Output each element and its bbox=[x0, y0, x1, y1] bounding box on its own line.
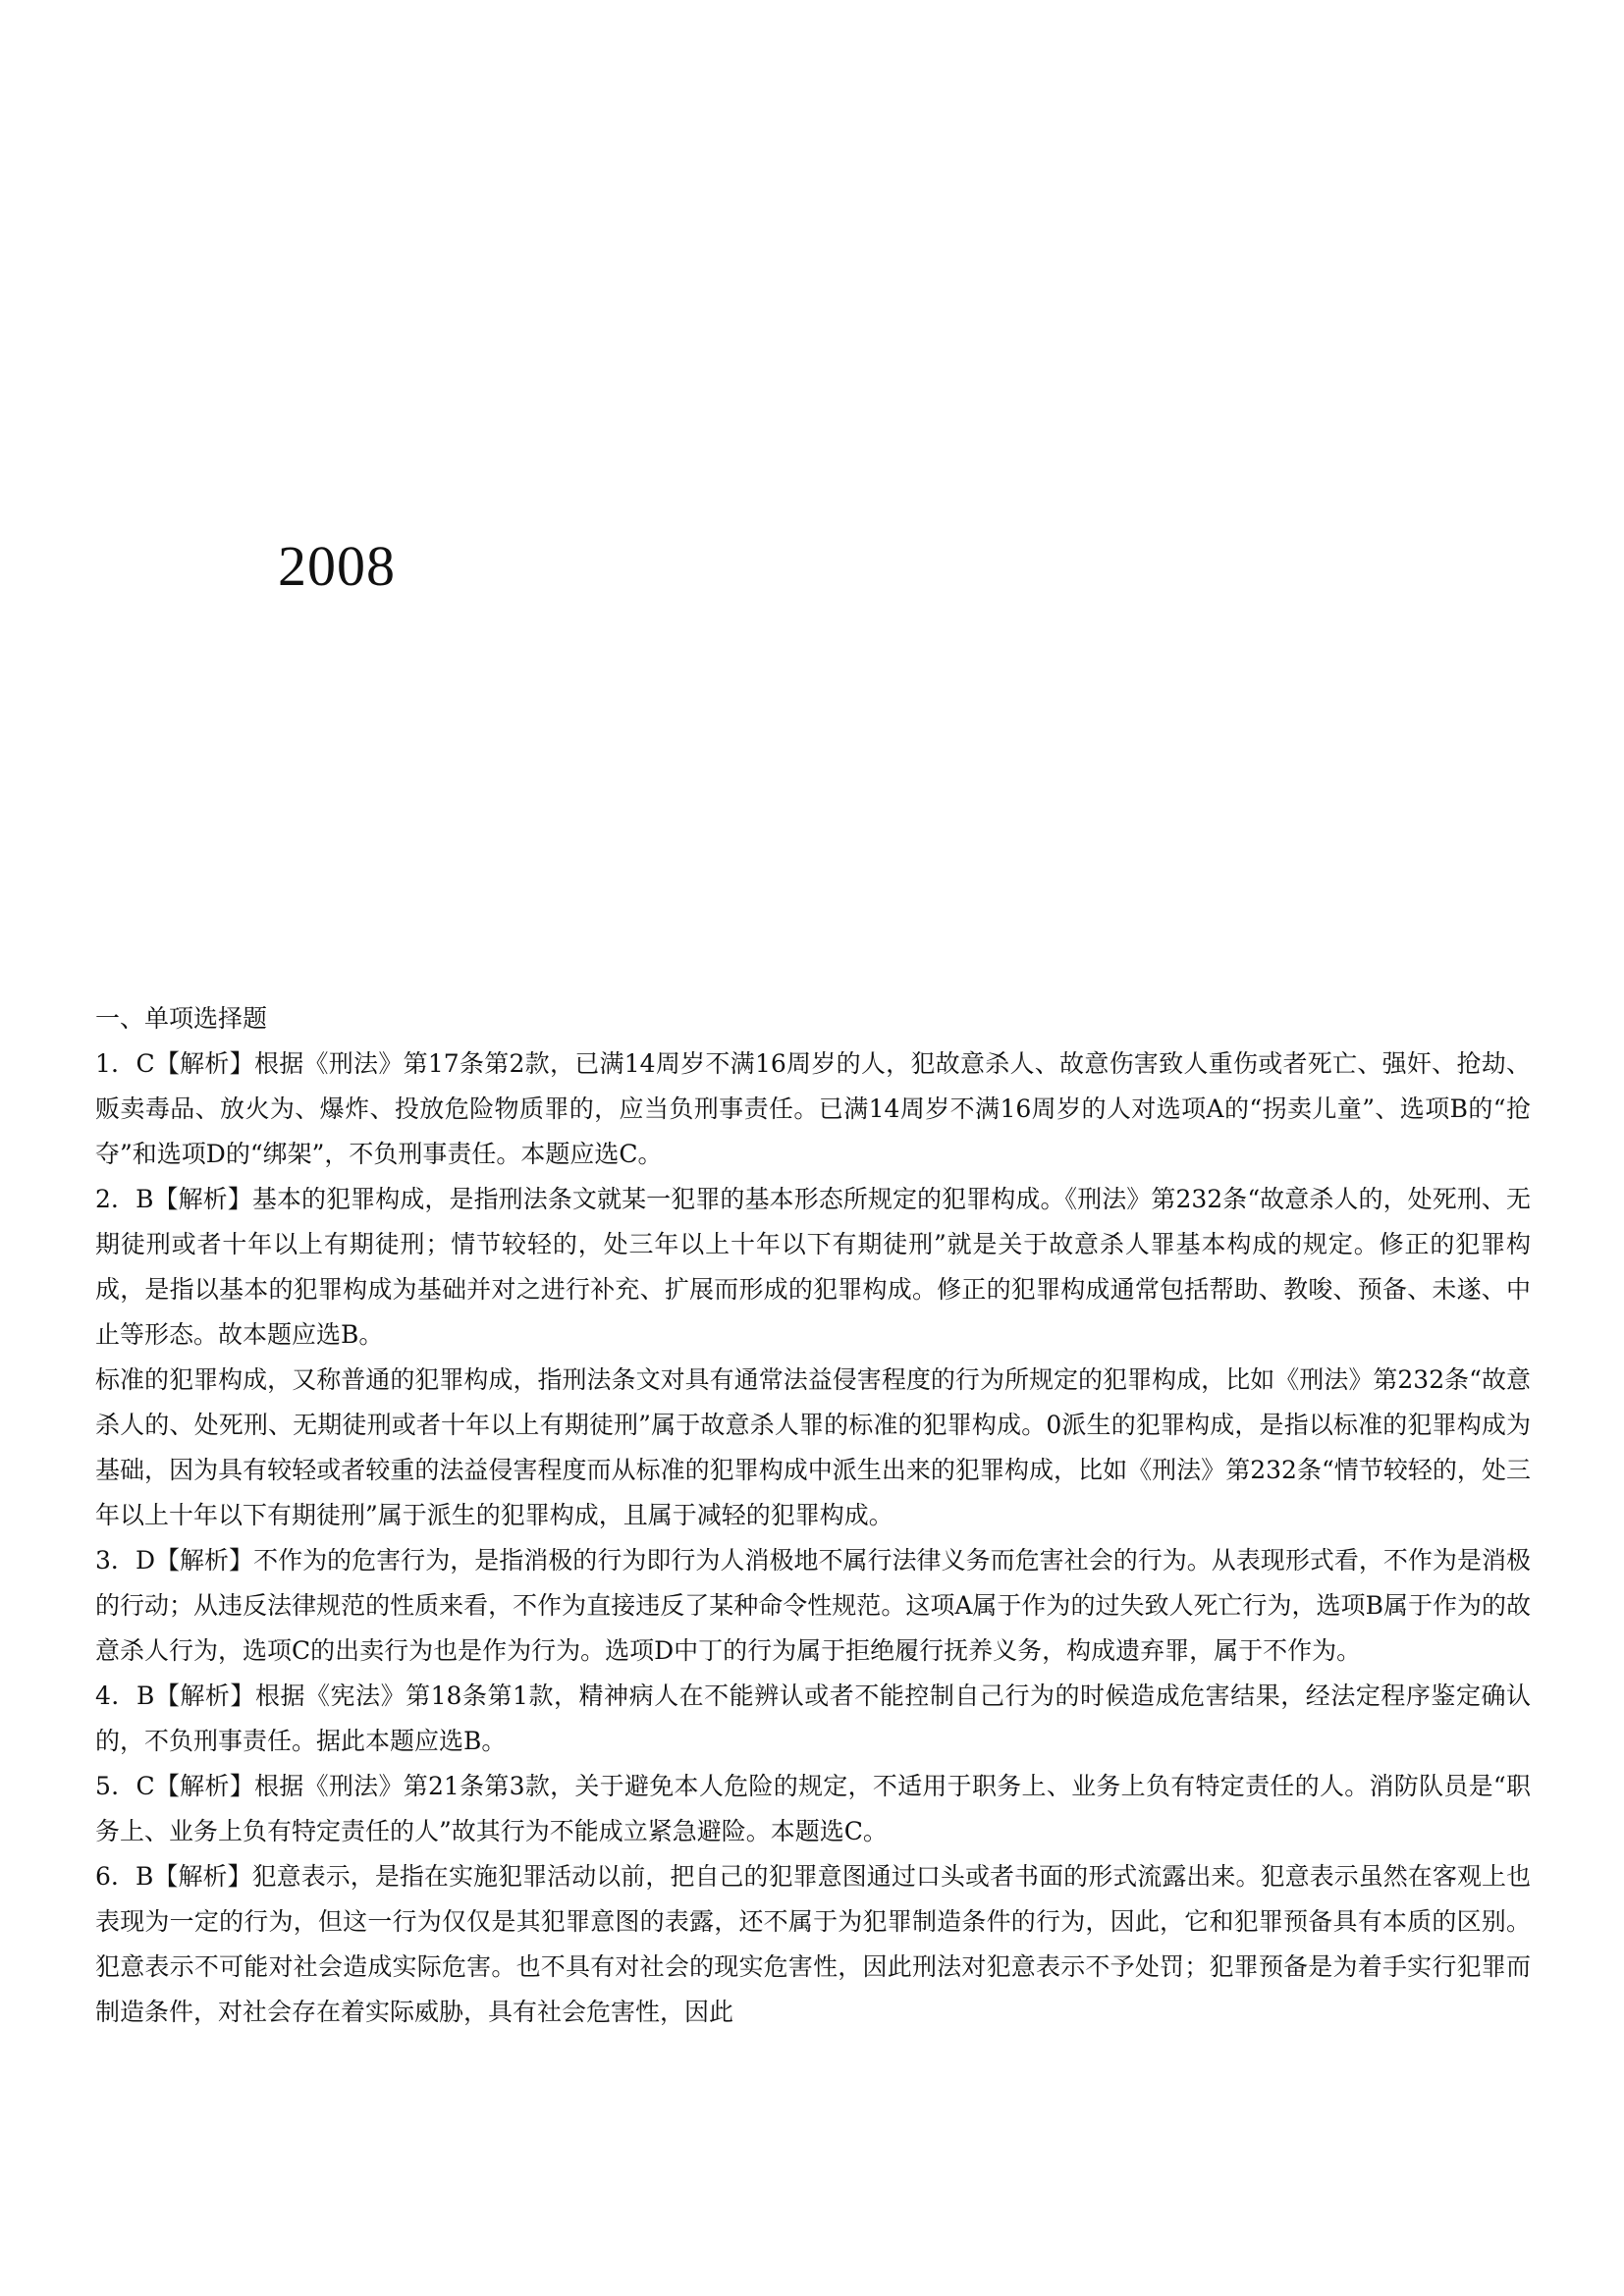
answer-paragraph-2-note: 标准的犯罪构成，又称普通的犯罪构成，指刑法条文对具有通常法益侵害程度的行为所规定的犯罪构成，比如《刑法》第232条“故意杀人的、处死刑、无期徒刑或者十年以上有期徒刑”属于故意杀人罪的标准的犯罪构成。0派生的犯罪构成，是指以标准的犯罪构成为基础，因为具有较轻或者较重的法益侵害程度而从标准的犯罪构成中派生出来的犯罪构成，比如《刑法》第232条“情节较轻的，处三年以上十年以下有期徒刑”属于派生的犯罪构成，且属于减轻的犯罪构成。 bbox=[95, 1365, 1531, 1529]
answer-paragraph-3: 3．D【解析】不作为的危害行为，是指消极的行为即行为人消极地不属行法律义务而危害社会的行为。从表现形式看，不作为是消极的行动；从违反法律规范的性质来看，不作为直接违反了某种命令性规范。这项A属于作为的过失致人死亡行为，选项B属于作为的故意杀人行为，选项C的出卖行为也是作为行为。选项D中丁的行为属于拒绝履行抚养义务，构成遗弃罪，属于不作为。 bbox=[95, 1546, 1531, 1665]
answer-paragraph-4: 4．B【解析】根据《宪法》第18条第1款，精神病人在不能辨认或者不能控制自己行为的时候造成危害结果，经法定程序鉴定确认的，不负刑事责任。据此本题应选B。 bbox=[95, 1682, 1531, 1755]
answer-paragraph-5: 5．C【解析】根据《刑法》第21条第3款，关于避免本人危险的规定，不适用于职务上、业务上负有特定责任的人。消防队员是“职务上、业务上负有特定责任的人”故其行为不能成立紧急避险。本题选C。 bbox=[95, 1772, 1531, 1845]
answer-content bbox=[95, 996, 1531, 2035]
answer-paragraph-2: 2．B【解析】基本的犯罪构成，是指刑法条文就某一犯罪的基本形态所规定的犯罪构成。《刑法》第232条“故意杀人的，处死刑、无期徒刑或者十年以上有期徒刑；情节较轻的，处三年以上十年以下有期徒刑”就是关于故意杀人罪基本构成的规定。修正的犯罪构成，是指以基本的犯罪构成为基础并对之进行补充、扩展而形成的犯罪构成。修正的犯罪构成通常包括帮助、教唆、预备、未遂、中止等形态。故本题应选B。 bbox=[95, 1185, 1531, 1349]
answer-paragraph-1: 1．C【解析】根据《刑法》第17条第2款，已满14周岁不满16周岁的人，犯故意杀人、故意伤害致人重伤或者死亡、强奸、抢劫、贩卖毒品、放火为、爆炸、投放危险物质罪的，应当负刑事责任。已满14周岁不满16周岁的人对选项A的“拐卖儿童”、选项B的“抢夺”和选项D的“绑架”，不负刑事责任。本题应选C。 bbox=[95, 1049, 1531, 1168]
year-heading: 2008 bbox=[278, 534, 396, 598]
answer-paragraph-6: 6．B【解析】犯意表示，是指在实施犯罪活动以前，把自己的犯罪意图通过口头或者书面的形式流露出来。犯意表示虽然在客观上也表现为一定的行为，但这一行为仅仅是其犯罪意图的表露，还不属于为犯罪制造条件的行为，因此，它和犯罪预备具有本质的区别。犯意表示不可能对社会造成实际危害。也不具有对社会的现实危害性，因此刑法对犯意表示不予处罚；犯罪预备是为着手实行犯罪而制造条件，对社会存在着实际威胁，具有社会危害性，因此 bbox=[95, 1862, 1531, 2026]
section-title: 一、单项选择题 bbox=[95, 1004, 268, 1033]
